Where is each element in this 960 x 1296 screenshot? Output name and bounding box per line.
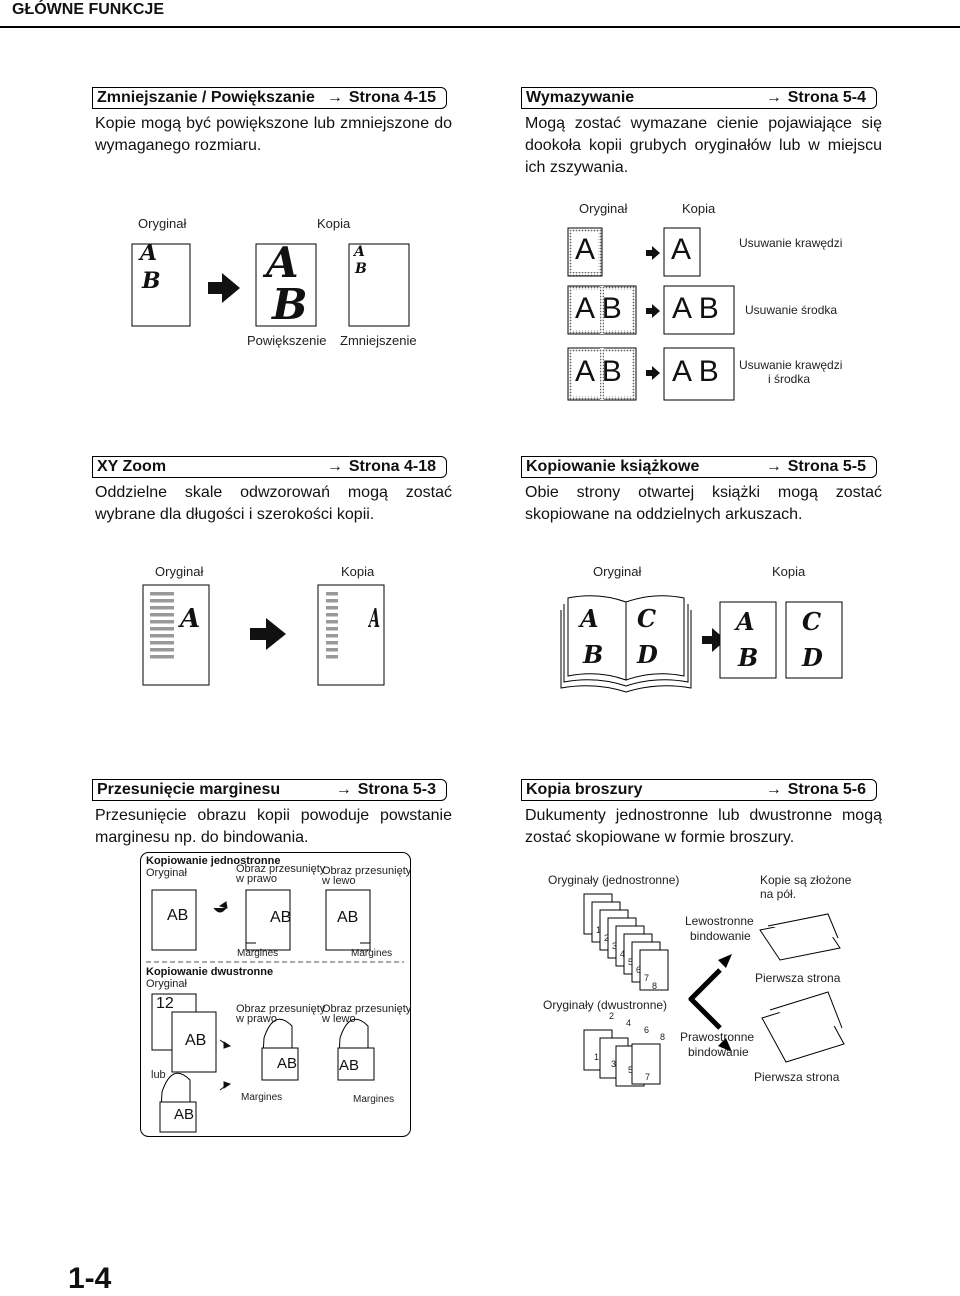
glyph-ab: AB <box>277 1055 298 1072</box>
label-originals-simplex: Oryginały (jednostronne) <box>548 873 680 887</box>
label-original: Oryginał <box>138 216 187 231</box>
text-line <box>150 655 174 659</box>
label-original: Oryginał <box>146 867 187 879</box>
page-reference: → Strona 5-5 <box>765 458 866 475</box>
page-number-label: 2 <box>604 933 610 943</box>
section-description: Dukumenty jednostronne lub dwustronne mogą zostać skopiowane w formie broszury. <box>525 807 882 846</box>
label-edge-center-erase-1: Usuwanie krawędzi <box>739 358 843 372</box>
text-line <box>326 641 338 645</box>
page-number-label: 4 <box>620 949 626 959</box>
text-line <box>150 627 174 631</box>
section-erase-header <box>521 87 877 109</box>
glyph-ab: A B <box>672 292 719 325</box>
section-title: Kopiowanie książkowe <box>526 458 700 475</box>
label-copy: Kopia <box>317 216 351 231</box>
label-reduce: Zmniejszenie <box>340 333 417 348</box>
label-double-sided: Kopiowanie dwustronne <box>146 966 274 978</box>
label-copy: Kopia <box>772 564 806 579</box>
text-line <box>150 613 174 617</box>
label-original: Oryginał <box>593 564 642 579</box>
label-original: Oryginał <box>146 978 187 990</box>
page-number-label: 7 <box>645 1072 651 1082</box>
section-book-header <box>521 456 877 478</box>
page-number-label: 1 <box>596 925 602 935</box>
section-description: Kopie mogą być powiększone lub zmniejszone do wymaganego rozmiaru. <box>95 115 452 154</box>
text-line <box>326 599 338 603</box>
page-number-label: 6 <box>636 965 642 975</box>
section-title: Przesunięcie marginesu <box>97 781 281 798</box>
text-line <box>326 648 338 652</box>
page-reference: → Strona 4-18 <box>326 458 436 475</box>
section-description: Obie strony otwartej książki mogą zostać skopiowane na oddzielnych arkuszach. <box>525 484 882 523</box>
label-left-binding-2: bindowanie <box>690 929 751 943</box>
section-title: Wymazywanie <box>526 89 635 106</box>
label-right-binding-1: Prawostronne <box>680 1030 755 1044</box>
label-margin: Margines <box>237 948 279 959</box>
glyph-d: D <box>802 643 823 672</box>
text-line <box>326 620 338 624</box>
label-shift-left-1: Obraz przesunięty <box>322 1003 412 1015</box>
label-copy: Kopia <box>341 564 375 579</box>
glyph-a: A <box>140 240 158 266</box>
page-number-label: 6 <box>644 1025 650 1035</box>
section-title: Zmniejszanie / Powiększanie <box>97 89 315 106</box>
label-copy: Kopia <box>682 201 716 216</box>
page-number-label: 1 <box>594 1052 600 1062</box>
glyph-d: D <box>637 640 658 669</box>
label-shift-left-2: w lewo <box>322 875 356 887</box>
label-original: Oryginał <box>579 201 628 216</box>
label-first-page: Pierwsza strona <box>754 1070 840 1084</box>
glyph-a: A <box>180 604 201 634</box>
label-edge-center-erase-2: i środka <box>768 372 811 386</box>
text-line <box>326 606 338 610</box>
glyph-a-narrow: A <box>369 604 381 634</box>
reference-arrow-icon: → <box>335 781 352 798</box>
label-first-page: Pierwsza strona <box>755 971 841 985</box>
reference-arrow-icon: → <box>765 89 782 106</box>
label-edge-erase: Usuwanie krawędzi <box>739 236 843 250</box>
header-rule <box>0 26 960 28</box>
reference-arrow-icon: → <box>326 458 343 475</box>
text-line <box>150 620 174 624</box>
section-zoom-header <box>92 87 447 109</box>
running-header: GŁÓWNE FUNKCJE <box>12 1 164 18</box>
reference-arrow-icon: → <box>765 458 782 475</box>
label-margin: Margines <box>351 948 393 959</box>
text-line <box>150 606 174 610</box>
glyph-a-small: A <box>354 244 365 260</box>
section-xyzoom-header <box>92 456 447 478</box>
label-shift-left-1: Obraz przesunięty <box>322 865 412 877</box>
page-number: 1-4 <box>68 1262 112 1295</box>
label-originals-duplex: Oryginały (dwustronne) <box>543 998 668 1012</box>
text-line <box>150 634 174 638</box>
section-title: Kopia broszury <box>526 781 643 798</box>
glyph-a: A <box>736 607 755 636</box>
label-right-binding-2: bindowanie <box>688 1045 749 1059</box>
page-number-label: 8 <box>660 1032 666 1042</box>
page-number-label: 3 <box>612 941 618 951</box>
text-line <box>326 627 338 631</box>
glyph-ab: AB <box>185 1032 207 1049</box>
glyph-ab: AB <box>337 909 359 926</box>
page-number-label: 8 <box>652 981 658 991</box>
glyph-b: B <box>738 643 759 672</box>
glyph-b-small: B <box>355 261 367 277</box>
page-reference: → Strona 5-3 <box>335 781 436 798</box>
text-line <box>326 655 338 659</box>
section-booklet-header <box>521 779 877 801</box>
page-reference: → Strona 5-4 <box>765 89 866 106</box>
label-or: lub <box>151 1069 166 1081</box>
section-description: Mogą zostać wymazane cienie pojawiające się dookoła kopii grubych oryginałów lub w miejscu ich zszywania. <box>525 115 882 176</box>
text-line <box>326 634 338 638</box>
text-line <box>326 592 338 596</box>
page-number-label: 4 <box>626 1018 632 1028</box>
section-title: XY Zoom <box>97 458 167 475</box>
reference-arrow-icon: → <box>326 89 343 106</box>
glyph-ab: AB <box>339 1057 360 1074</box>
reference-arrow-icon: → <box>765 781 782 798</box>
label-shift-right-2: w prawo <box>236 1013 277 1025</box>
glyph-ab: AB <box>174 1106 195 1123</box>
text-line <box>150 592 174 596</box>
text-line <box>150 641 174 645</box>
glyph-ab: AB <box>167 907 189 924</box>
label-center-erase: Usuwanie środka <box>745 303 838 317</box>
label-margin: Margines <box>353 1094 395 1105</box>
glyph-a: A <box>575 233 596 266</box>
label-folded-1: Kopie są złożone <box>760 873 852 887</box>
page-reference: → Strona 5-6 <box>765 781 866 798</box>
text-line <box>150 648 174 652</box>
glyph-ab: AB <box>270 909 292 926</box>
page-number-label: 5 <box>628 1065 634 1075</box>
label-shift-right-1: Obraz przesunięty <box>236 863 326 875</box>
page-number-label: 3 <box>611 1059 617 1069</box>
glyph-a: A <box>671 233 692 266</box>
label-original: Oryginał <box>155 564 204 579</box>
xyzoom-illustration <box>140 582 410 692</box>
glyph-b-large: B <box>272 280 308 329</box>
glyph-ab: A B <box>575 292 622 325</box>
page-number-label: 7 <box>644 973 650 983</box>
book-illustration <box>560 590 850 690</box>
glyph-ab: A B <box>575 355 622 388</box>
label-single-sided: Kopiowanie jednostronne <box>146 855 281 867</box>
section-margin-header <box>92 779 447 801</box>
glyph-c: C <box>637 604 657 633</box>
page-number-label: 2 <box>609 1011 615 1021</box>
label-shift-right-1: Obraz przesunięty <box>236 1003 326 1015</box>
glyph-a: A <box>580 604 599 633</box>
glyph-12: 12 <box>156 995 174 1012</box>
label-shift-left-2: w lewo <box>322 1013 356 1025</box>
label-enlarge: Powiększenie <box>247 333 327 348</box>
glyph-b: B <box>583 640 604 669</box>
section-description: Przesunięcie obrazu kopii powoduje powstanie marginesu np. do bindowania. <box>95 807 452 846</box>
glyph-b: B <box>142 268 161 294</box>
glyph-ab: A B <box>672 355 719 388</box>
page-number-label: 5 <box>628 957 634 967</box>
label-left-binding-1: Lewostronne <box>685 914 754 928</box>
text-line <box>150 599 174 603</box>
glyph-c: C <box>802 607 822 636</box>
glyph-a-large: A <box>266 238 299 287</box>
label-shift-right-2: w prawo <box>236 873 277 885</box>
label-margin: Margines <box>241 1092 283 1103</box>
text-line <box>326 613 338 617</box>
section-description: Oddzielne skale odwzorowań mogą zostać wybrane dla długości i szerokości kopii. <box>95 484 452 523</box>
page-reference: → Strona 4-15 <box>326 89 436 106</box>
label-folded-2: na pół. <box>760 887 797 901</box>
